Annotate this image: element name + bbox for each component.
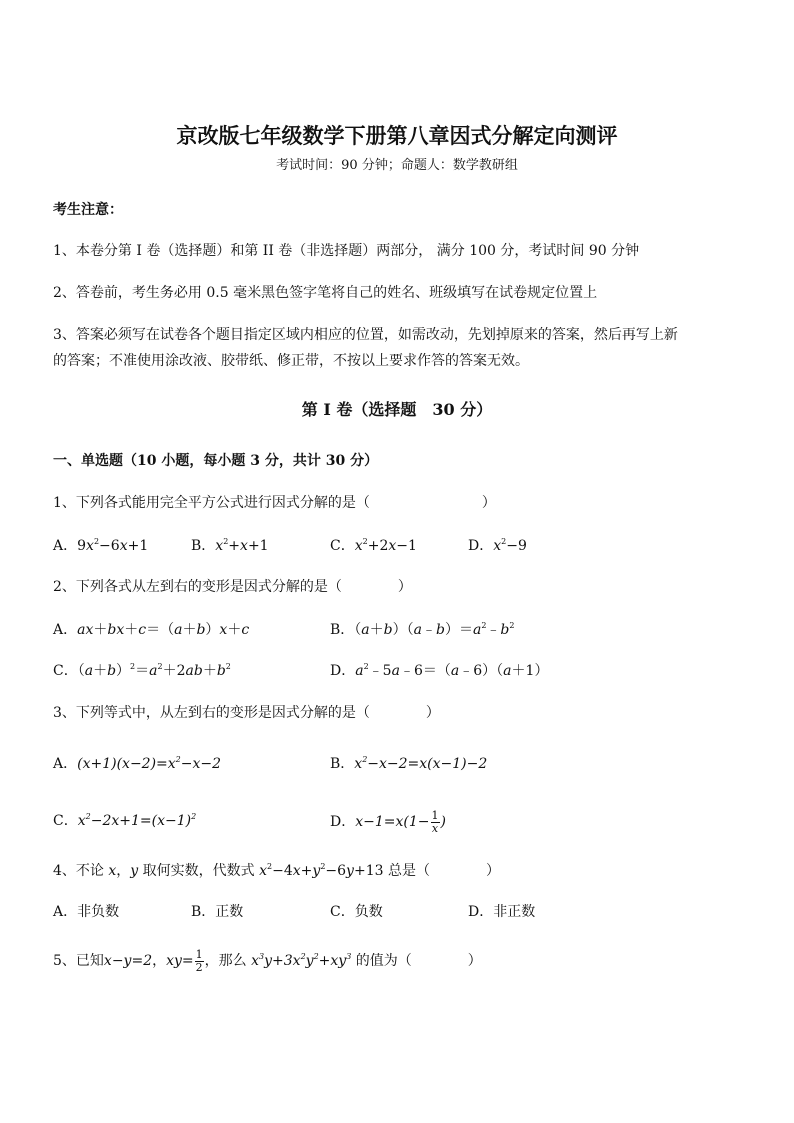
question-5-stem: 5、已知x−y=2，xy= $\frac{1}{2}$ ，那么 $x^3y+3x^2y^2+xy^3$ 的值为（ ） — [53, 947, 482, 974]
question-4-option-a[interactable]: A．非负数 — [53, 904, 120, 920]
question-1-option-a[interactable]: A．$9x^2-6x+1$ — [53, 537, 149, 554]
question-1-option-b[interactable]: B．$x^2+x+1$ — [191, 537, 269, 554]
question-1-option-d[interactable]: D．$x^2-9$ — [468, 537, 527, 554]
fraction-one-half: $\frac{1}{2}$ — [195, 947, 203, 974]
notice-heading: 考生注意： — [53, 202, 123, 218]
question-1-option-c[interactable]: C．$x^2+2x-1$ — [330, 537, 417, 554]
exam-subtitle: 考试时间：90 分钟；命题人：数学教研组 — [276, 158, 518, 173]
question-3-option-c[interactable]: C．$x^2-2x+1=(x-1)^2$ — [53, 812, 197, 829]
question-4-option-d[interactable]: D．非正数 — [468, 904, 536, 920]
notice-item-3-line1: 3、答案必须写在试卷各个题目指定区域内相应的位置，如需改动，先划掉原来的答案，然后再写上新 — [53, 327, 678, 343]
part-heading: 一、单选题（10 小题，每小题 3 分，共计 30 分） — [53, 453, 379, 469]
notice-item-3-line2: 的答案；不准使用涂改液、胶带纸、修正带，不按以上要求作答的答案无效。 — [53, 353, 529, 369]
section-title: 第 I 卷（选择题 30 分） — [301, 400, 493, 419]
question-1-stem: 1、下列各式能用完全平方公式进行因式分解的是（ ） — [53, 495, 496, 511]
question-3-option-b[interactable]: B．$x^2-x-2=x(x-1)-2$ — [330, 755, 488, 772]
question-3-option-a[interactable]: A．$(x+1)(x-2)=x^2-x-2$ — [53, 755, 222, 772]
page-title: 京改版七年级数学下册第八章因式分解定向测评 — [176, 123, 618, 148]
question-4-stem: 4、不论 x，y 取何实数，代数式 $x^2-4x+y^2-6y+13$ 总是（ ） — [53, 862, 500, 879]
question-4-option-b[interactable]: B．正数 — [191, 904, 244, 920]
notice-item-2: 2、答卷前，考生务必用 0.5 毫米黑色签字笔将自己的姓名、班级填写在试卷规定位置上 — [53, 285, 598, 301]
question-3-option-d[interactable]: D．x−1=x(1− $\frac{1}{x}$ ) — [330, 808, 446, 835]
question-4-option-c[interactable]: C．负数 — [330, 904, 383, 920]
question-2-option-d[interactable]: D．$a^2﹣5a﹣6=(a﹣6)(a+1)$ — [330, 662, 549, 679]
question-2-option-c[interactable]: C．$(a+b)^2=a^2+2ab+b^2$ — [53, 662, 231, 679]
question-3-stem: 3、下列等式中，从左到右的变形是因式分解的是（ ） — [53, 705, 440, 721]
question-2-option-b[interactable]: B．$(a+b)(a﹣b)=a^2﹣b^2$ — [330, 621, 515, 638]
fraction-one-over-x: $\frac{1}{x}$ — [431, 808, 439, 835]
question-2-option-a[interactable]: A．ax＋bx＋c＝（a＋b）x＋c — [53, 622, 250, 638]
notice-item-1: 1、本卷分第 I 卷（选择题）和第 II 卷（非选择题）两部分， 满分 100 分，考试时间 90 分钟 — [53, 243, 640, 259]
question-2-stem: 2、下列各式从左到右的变形是因式分解的是（ ） — [53, 579, 412, 595]
